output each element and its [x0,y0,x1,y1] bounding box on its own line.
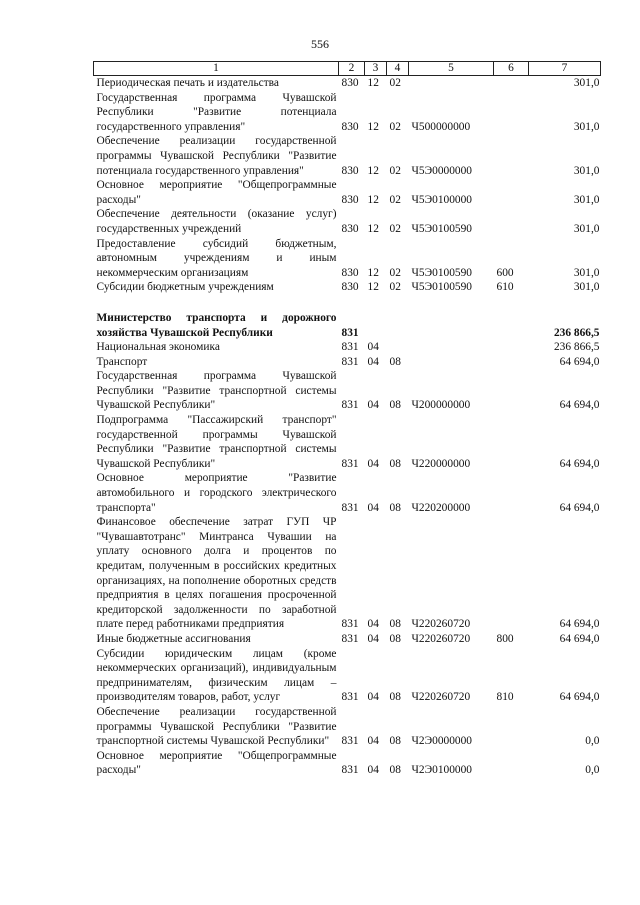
row-ministry-code: 830 [341,266,359,279]
row-amount: 64 694,0 [559,399,600,412]
table-row [94,311,601,340]
row-amount: 64 694,0 [559,691,600,704]
row-ministry-code: 831 [341,691,359,704]
row-amount: 64 694,0 [559,457,600,470]
row-ministry-code: 831 [341,355,359,368]
row-ministry-code: 831 [341,326,359,339]
table-header [94,62,601,76]
row-subsection-code [387,311,409,340]
row-ministry-code: 831 [341,764,359,777]
row-expense-type-code [494,705,529,749]
header-cell: 3 [365,62,387,76]
row-subsection-code: 02 [389,222,401,235]
row-subsection-code: 08 [389,764,401,777]
row-expense-type-code: 610 [496,281,514,294]
row-target-article-code: Ч220260720 [411,618,471,631]
table-row [94,413,601,471]
row-amount: 301,0 [573,222,600,235]
row-section-code: 04 [367,399,379,412]
row-subsection-code: 02 [389,281,401,294]
row-section-code: 12 [367,77,379,89]
row-target-article-code: Ч220260720 [411,632,471,645]
row-target-article-code: Ч2Э0000000 [411,735,472,748]
row-ministry-code: 830 [341,77,359,89]
row-section-code: 04 [367,618,379,631]
row-name: Основное мероприятие "Развитие автомобильного и городского электрического транспорта" [96,472,337,514]
row-amount: 64 694,0 [559,501,600,514]
row-subsection-code: 02 [389,120,401,133]
table-row [94,178,601,207]
row-target-article-code: Ч2Э0100000 [411,764,472,777]
row-amount: 301,0 [573,281,600,294]
row-name: Министерство транспорта и дорожного хозяйства Чувашской Республики [96,311,337,339]
row-subsection-code: 08 [389,735,401,748]
row-name: Подпрограмма "Пассажирский транспорт" государственной программы Чувашской Республики "Развитие транспортной системы Чувашской Республики" [96,414,337,470]
budget-table [93,61,601,778]
header-cell: 5 [409,62,494,76]
row-ministry-code: 830 [341,281,359,294]
table-row [94,134,601,178]
row-name: Транспорт [96,355,148,368]
row-ministry-code: 830 [341,120,359,133]
row-target-article-code: Ч5Э0100590 [411,266,472,279]
row-section-code: 04 [367,632,379,645]
row-ministry-code: 830 [341,193,359,206]
row-expense-type-code [494,311,529,340]
row-name: Предоставление субсидий бюджетным, автономным учреждениям и иным некоммерческим организациям [96,237,337,279]
table-row [94,91,601,135]
row-amount: 236 866,5 [553,341,600,354]
row-section-code: 12 [367,193,379,206]
row-amount: 236 866,5 [553,326,600,339]
header-cell: 4 [387,62,409,76]
row-subsection-code: 08 [389,691,401,704]
row-subsection-code: 08 [389,632,401,645]
row-section-code: 12 [367,281,379,294]
row-expense-type-code [494,134,529,178]
row-amount: 301,0 [573,120,600,133]
table-row [94,76,601,91]
table-row [94,369,601,413]
row-section-code: 04 [367,501,379,514]
spacer-cell [94,295,601,311]
row-target-article-code: Ч5Э0100590 [411,281,472,294]
table-row [94,355,601,370]
row-expense-type-code [494,178,529,207]
page-number: 556 [311,37,329,51]
row-amount: 64 694,0 [559,618,600,631]
row-expense-type-code [494,207,529,236]
row-name: Обеспечение деятельности (оказание услуг) государственных учреждений [96,208,337,235]
row-expense-type-code: 600 [496,266,514,279]
row-section-code: 04 [367,457,379,470]
table-row [94,632,601,647]
header-cell: 7 [529,62,601,76]
table-row [94,647,601,705]
table-row [94,471,601,515]
row-subsection-code [387,340,409,355]
row-expense-type-code [494,91,529,135]
row-target-article-code: Ч5Э0100000 [411,193,472,206]
row-section-code [365,311,387,340]
row-expense-type-code: 810 [496,691,514,704]
row-section-code: 12 [367,120,379,133]
row-section-code: 04 [367,691,379,704]
row-section-code: 04 [367,355,379,368]
row-ministry-code: 831 [341,457,359,470]
table-row [94,705,601,749]
row-expense-type-code [494,515,529,632]
row-section-code: 04 [367,735,379,748]
table-row [94,515,601,632]
row-section-code: 04 [367,341,379,354]
row-target-article-code: Ч200000000 [411,399,471,412]
table-row [94,237,601,281]
row-expense-type-code [494,355,529,370]
row-name: Иные бюджетные ассигнования [96,632,251,645]
row-name: Основное мероприятие "Общепрограммные расходы" [96,179,337,206]
row-ministry-code: 831 [341,735,359,748]
row-name: Основное мероприятие "Общепрограммные расходы" [96,749,337,777]
row-expense-type-code [494,749,529,778]
row-target-article-code [409,76,494,91]
row-name: Периодическая печать и издательства [96,77,279,89]
table-body [94,76,601,778]
row-amount: 301,0 [573,193,600,206]
row-ministry-code: 831 [341,399,359,412]
row-ministry-code: 831 [341,501,359,514]
row-target-article-code: Ч5Э0100590 [411,222,472,235]
row-section-code: 04 [367,764,379,777]
row-subsection-code: 08 [389,355,401,368]
header-cell: 1 [94,62,339,76]
row-amount: 0,0 [585,764,600,777]
row-target-article-code: Ч5Э0000000 [411,164,472,177]
row-expense-type-code [494,471,529,515]
table-row [94,340,601,355]
row-expense-type-code [494,76,529,91]
row-target-article-code: Ч220260720 [411,691,471,704]
row-name: Обеспечение реализации государственной программы Чувашской Республики "Развитие транспортной системы Чувашской Республики" [96,705,337,748]
row-target-article-code [409,355,494,370]
row-name: Обеспечение реализации государственной программы Чувашской Республики "Развитие потенциала государственного управления" [96,135,337,177]
row-target-article-code: Ч220200000 [411,501,471,514]
table-row [94,207,601,236]
row-subsection-code: 02 [389,164,401,177]
row-amount: 0,0 [585,735,600,748]
row-ministry-code: 830 [341,164,359,177]
row-subsection-code: 08 [389,457,401,470]
row-name: Финансовое обеспечение затрат ГУП ЧР "Чувашавтотранс" Минтранса Чувашии на уплату основного долга и процентов по кредитам, полученным в российских кредитных организациях, на пополнение оборотных средств предприятия в целях погашения просроченной кредиторской задолженности по заработной плате перед работниками предприятия [96,516,337,631]
header-row [94,62,601,76]
row-amount: 301,0 [573,77,600,89]
row-amount: 64 694,0 [559,632,600,645]
row-target-article-code [409,311,494,340]
row-target-article-code [409,340,494,355]
row-section-code: 12 [367,222,379,235]
row-subsection-code: 02 [389,266,401,279]
table-row [94,280,601,295]
row-subsection-code: 08 [389,501,401,514]
row-expense-type-code [494,369,529,413]
header-cell: 2 [339,62,365,76]
row-section-code: 12 [367,266,379,279]
row-subsection-code: 02 [389,193,401,206]
row-target-article-code: Ч220000000 [411,457,471,470]
row-target-article-code: Ч500000000 [411,120,471,133]
row-amount: 301,0 [573,266,600,279]
row-amount: 64 694,0 [559,355,600,368]
row-ministry-code: 831 [341,618,359,631]
row-ministry-code: 831 [341,341,359,354]
row-ministry-code: 830 [341,222,359,235]
spacer-row [94,295,601,311]
row-name: Государственная программа Чувашской Республики "Развитие транспортной системы Чувашской Республики" [96,370,337,412]
row-name: Субсидии юридическим лицам (кроме некоммерческих организаций), индивидуальным предпринимателям, физическим лицам – производителям товаров, работ, услуг [96,647,337,704]
row-subsection-code: 08 [389,399,401,412]
row-expense-type-code [494,413,529,471]
row-name: Государственная программа Чувашской Республики "Развитие потенциала государственного управления" [96,91,337,133]
row-name: Национальная экономика [96,341,220,354]
row-subsection-code: 08 [389,618,401,631]
row-section-code: 12 [367,164,379,177]
row-expense-type-code [494,340,529,355]
row-subsection-code: 02 [389,77,401,89]
row-ministry-code: 831 [341,632,359,645]
row-expense-type-code: 800 [496,632,514,645]
table-row [94,749,601,778]
header-cell: 6 [494,62,529,76]
row-amount: 301,0 [573,164,600,177]
row-name: Субсидии бюджетным учреждениям [96,281,274,294]
